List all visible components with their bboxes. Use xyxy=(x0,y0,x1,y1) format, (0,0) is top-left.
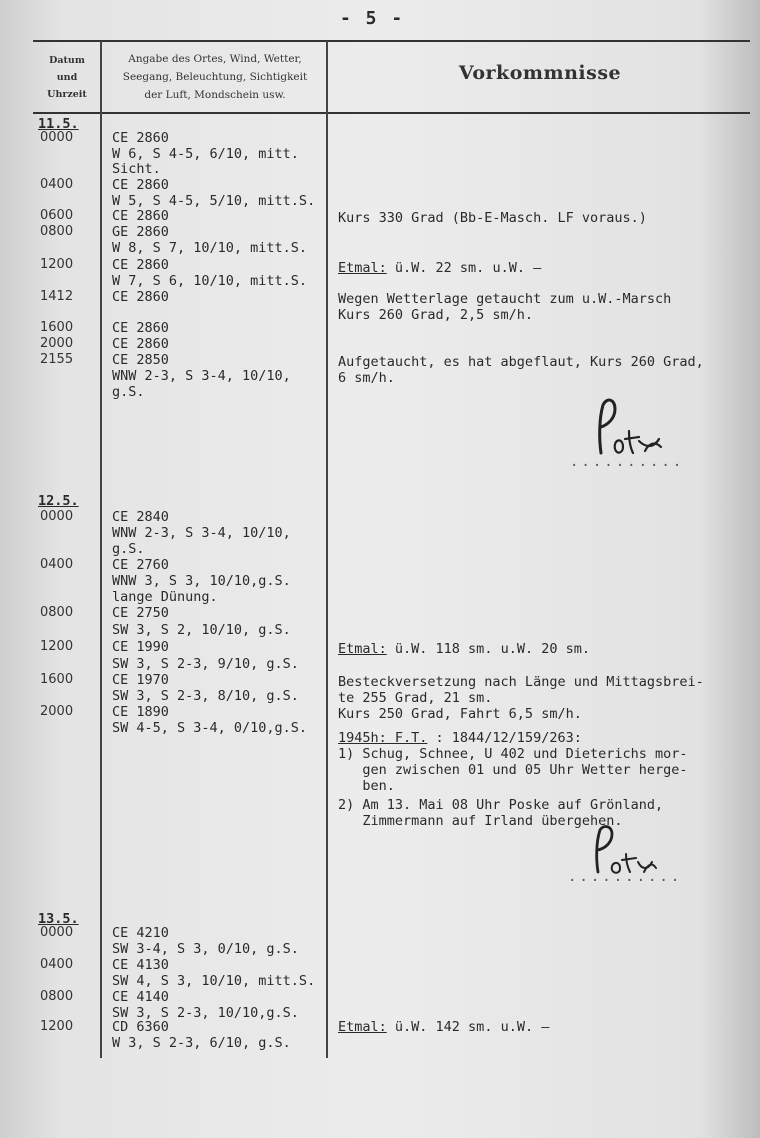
header-location-weather xyxy=(104,50,326,104)
header-location-line-3: der Luft, Mondschein usw. xyxy=(144,89,286,101)
column-divider-1 xyxy=(100,41,102,1058)
etmal-label: Etmal: xyxy=(338,1019,387,1035)
header-date-time xyxy=(36,52,98,103)
event-entry: 1) Schug, Schnee, U 402 und Dieterichs mor- xyxy=(338,746,688,762)
time-entry: 1600 xyxy=(40,320,74,335)
event-entry: ben. xyxy=(338,778,395,794)
weather-entry: Sicht. xyxy=(112,161,161,177)
time-entry: 0000 xyxy=(40,130,74,145)
weather-entry: SW 3, S 2-3, 9/10, g.S. xyxy=(112,656,299,672)
top-rule xyxy=(33,40,750,42)
event-entry: Kurs 250 Grad, Fahrt 6,5 sm/h. xyxy=(338,706,582,722)
etmal-value: ü.W. 118 sm. u.W. 20 sm. xyxy=(386,641,590,657)
weather-entry: g.S. xyxy=(112,384,145,400)
weather-entry: SW 3-4, S 3, 0/10, g.S. xyxy=(112,941,299,957)
location-entry: CE 2860 xyxy=(112,177,169,193)
location-entry: CE 2860 xyxy=(112,130,169,146)
location-entry: CE 4140 xyxy=(112,989,169,1005)
location-entry: CE 2840 xyxy=(112,509,169,525)
location-entry: CE 4130 xyxy=(112,957,169,973)
radio-message-id: : 1844/12/159/263: xyxy=(427,730,582,746)
weather-entry: g.S. xyxy=(112,541,145,557)
column-divider-2 xyxy=(326,41,328,1058)
event-entry: Aufgetaucht, es hat abgeflaut, Kurs 260 Grad, xyxy=(338,354,704,370)
location-entry: CE 2860 xyxy=(112,208,169,224)
time-entry: 2000 xyxy=(40,336,74,351)
header-and-line: und xyxy=(56,72,78,83)
time-entry: 0800 xyxy=(40,224,74,239)
page-number: - 5 - xyxy=(340,8,405,29)
event-entry: 6 sm/h. xyxy=(338,370,395,386)
event-entry: Wegen Wetterlage getaucht zum u.W.-Marsch xyxy=(338,291,672,307)
event-entry: Besteckversetzung nach Länge und Mittagsbrei- xyxy=(338,674,704,690)
location-entry: CE 1970 xyxy=(112,672,169,688)
etmal-label: Etmal: xyxy=(338,260,387,276)
time-entry: 1600 xyxy=(40,672,74,687)
weather-entry: SW 3, S 2, 10/10, g.S. xyxy=(112,622,291,638)
header-date-line: Datum xyxy=(49,55,85,66)
time-entry: 0000 xyxy=(40,925,74,940)
event-entry: te 255 Grad, 21 sm. xyxy=(338,690,493,706)
event-entry: 2) Am 13. Mai 08 Uhr Poske auf Grönland, xyxy=(338,797,664,813)
date-entry: 11.5. xyxy=(38,116,79,132)
location-entry: CE 2860 xyxy=(112,289,169,305)
location-entry: CE 1890 xyxy=(112,704,169,720)
weather-entry: W 7, S 6, 10/10, mitt.S. xyxy=(112,273,308,289)
time-entry: 0400 xyxy=(40,957,74,972)
weather-entry: W 5, S 4-5, 5/10, mitt.S. xyxy=(112,193,316,209)
location-entry: CE 2860 xyxy=(112,320,169,336)
time-entry: 0800 xyxy=(40,605,74,620)
weather-entry: SW 4-5, S 3-4, 0/10,g.S. xyxy=(112,720,308,736)
header-rule xyxy=(33,112,750,114)
weather-entry: W 8, S 7, 10/10, mitt.S. xyxy=(112,240,308,256)
time-entry: 0400 xyxy=(40,557,74,572)
date-entry: 12.5. xyxy=(38,493,79,509)
etmal-entry xyxy=(338,641,590,657)
time-entry: 1412 xyxy=(40,289,74,304)
event-entry: Zimmermann auf Irland übergehen. xyxy=(338,813,623,829)
weather-entry: SW 3, S 2-3, 8/10, g.S. xyxy=(112,688,299,704)
radio-message-header xyxy=(338,730,582,746)
location-entry: CD 6360 xyxy=(112,1019,169,1035)
weather-entry: W 3, S 2-3, 6/10, g.S. xyxy=(112,1035,291,1051)
time-entry: 0800 xyxy=(40,989,74,1004)
signature-dotted-line: ·········· xyxy=(570,458,685,474)
time-entry: 2155 xyxy=(40,352,74,367)
location-entry: CE 4210 xyxy=(112,925,169,941)
time-entry: 2000 xyxy=(40,704,74,719)
weather-entry: SW 4, S 3, 10/10, mitt.S. xyxy=(112,973,316,989)
location-entry: GE 2860 xyxy=(112,224,169,240)
time-entry: 0600 xyxy=(40,208,74,223)
header-events: Vorkommnisse xyxy=(458,62,622,84)
signature-dotted-line: ·········· xyxy=(568,873,683,889)
time-entry: 1200 xyxy=(40,639,74,654)
event-entry: Kurs 260 Grad, 2,5 sm/h. xyxy=(338,307,534,323)
location-entry: CE 2860 xyxy=(112,336,169,352)
weather-entry: SW 3, S 2-3, 10/10,g.S. xyxy=(112,1005,299,1021)
event-entry: Kurs 330 Grad (Bb-E-Masch. LF voraus.) xyxy=(338,210,647,226)
date-entry: 13.5. xyxy=(38,911,79,927)
location-entry: CE 2760 xyxy=(112,557,169,573)
header-time-line: Uhrzeit xyxy=(47,89,87,100)
radio-message-label: 1945h: F.T. xyxy=(338,730,428,746)
location-entry: CE 2850 xyxy=(112,352,169,368)
header-location-line-1: Angabe des Ortes, Wind, Wetter, xyxy=(128,53,302,65)
time-entry: 1200 xyxy=(40,257,74,272)
time-entry: 0000 xyxy=(40,509,74,524)
time-entry: 1200 xyxy=(40,1019,74,1034)
etmal-value: ü.W. 22 sm. u.W. — xyxy=(386,260,542,276)
location-entry: CE 2860 xyxy=(112,257,169,273)
time-entry: 0400 xyxy=(40,177,74,192)
weather-entry: WNW 3, S 3, 10/10,g.S. xyxy=(112,573,291,589)
etmal-label: Etmal: xyxy=(338,641,387,657)
weather-entry: WNW 2-3, S 3-4, 10/10, xyxy=(112,368,291,384)
header-location-line-2: Seegang, Beleuchtung, Sichtigkeit xyxy=(122,71,308,83)
etmal-entry xyxy=(338,1019,549,1035)
etmal-value: ü.W. 142 sm. u.W. — xyxy=(386,1019,550,1035)
weather-entry: W 6, S 4-5, 6/10, mitt. xyxy=(112,146,299,162)
weather-entry: lange Dünung. xyxy=(112,589,218,605)
etmal-entry xyxy=(338,260,541,276)
weather-entry: WNW 2-3, S 3-4, 10/10, xyxy=(112,525,291,541)
location-entry: CE 2750 xyxy=(112,605,169,621)
event-entry: gen zwischen 01 und 05 Uhr Wetter herge- xyxy=(338,762,688,778)
location-entry: CE 1990 xyxy=(112,639,169,655)
